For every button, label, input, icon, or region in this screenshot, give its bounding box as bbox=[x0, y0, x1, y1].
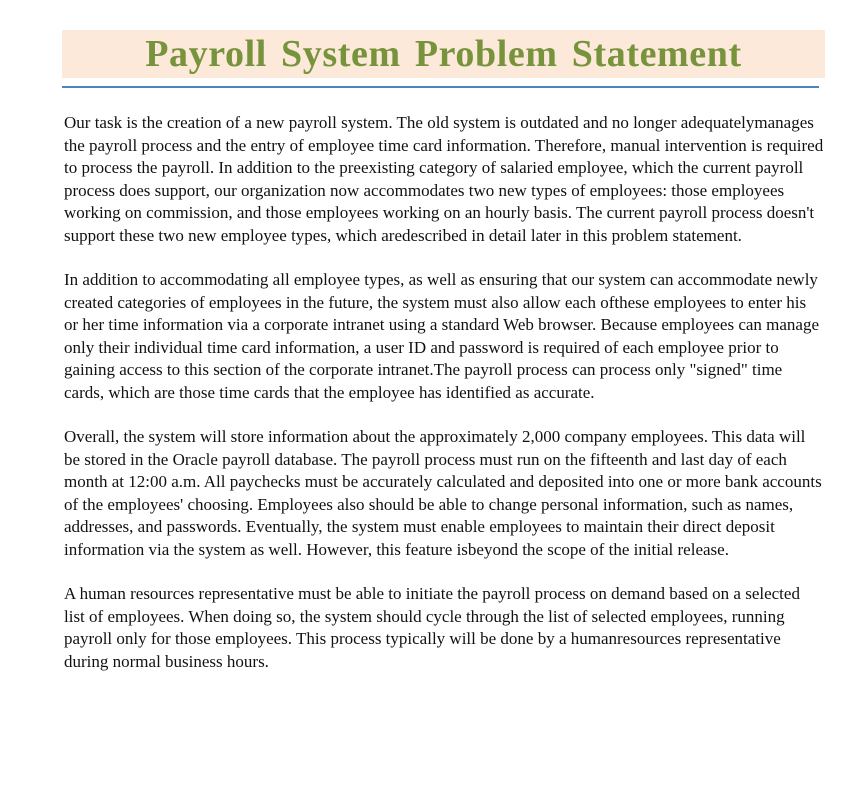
paragraph-intro: Our task is the creation of a new payroll system. The old system is outdated and no longer adequatelymanages the payroll process and the entry of employee time card information. Therefore, manual intervention is required to process the payroll. In addition to the preexisting category of salaried employee, which the current payroll process does support, our organization now accommodates two new types of employees: those employees working on commission, and those employees working on an hourly basis. The current payroll process doesn't support these two new employee types, which aredescribed in detail later in this problem statement. bbox=[64, 113, 824, 245]
document-body bbox=[64, 112, 824, 695]
title-banner bbox=[62, 30, 825, 78]
title-divider bbox=[62, 86, 819, 88]
paragraph-overall: Overall, the system will store information about the approximately 2,000 company employees. This data will be stored in the Oracle payroll database. The payroll process must run on the fifteenth and last day of each month at 12:00 a.m. All paychecks must be accurately calculated and deposited into one or more bank accounts of the employees' choosing. Employees also should be able to change personal information, such as names, addresses, and passwords. Eventually, the system must enable employees to maintain their direct deposit information via the system as well. However, this feature isbeyond the scope of the initial release. bbox=[64, 427, 822, 559]
paragraph-hr-process: A human resources representative must be able to initiate the payroll process on demand based on a selected list of employees. When doing so, the system should cycle through the list of selected employees, running payroll only for those employees. This process typically will be done by a humanresources representative during normal business hours. bbox=[64, 584, 800, 671]
page-title: Payroll System Problem Statement bbox=[145, 33, 742, 75]
paragraph-employee-types: In addition to accommodating all employee types, as well as ensuring that our system can accommodate newly created categories of employees in the future, the system must also allow each ofthese employees to enter his or her time information via a corporate intranet using a standard Web browser. Because employees can manage only their individual time card information, a user ID and password is required of each employee prior to gaining access to this section of the corporate intranet.The payroll process can process only "signed" time cards, which are those time cards that the employee has identified as accurate. bbox=[64, 270, 820, 402]
